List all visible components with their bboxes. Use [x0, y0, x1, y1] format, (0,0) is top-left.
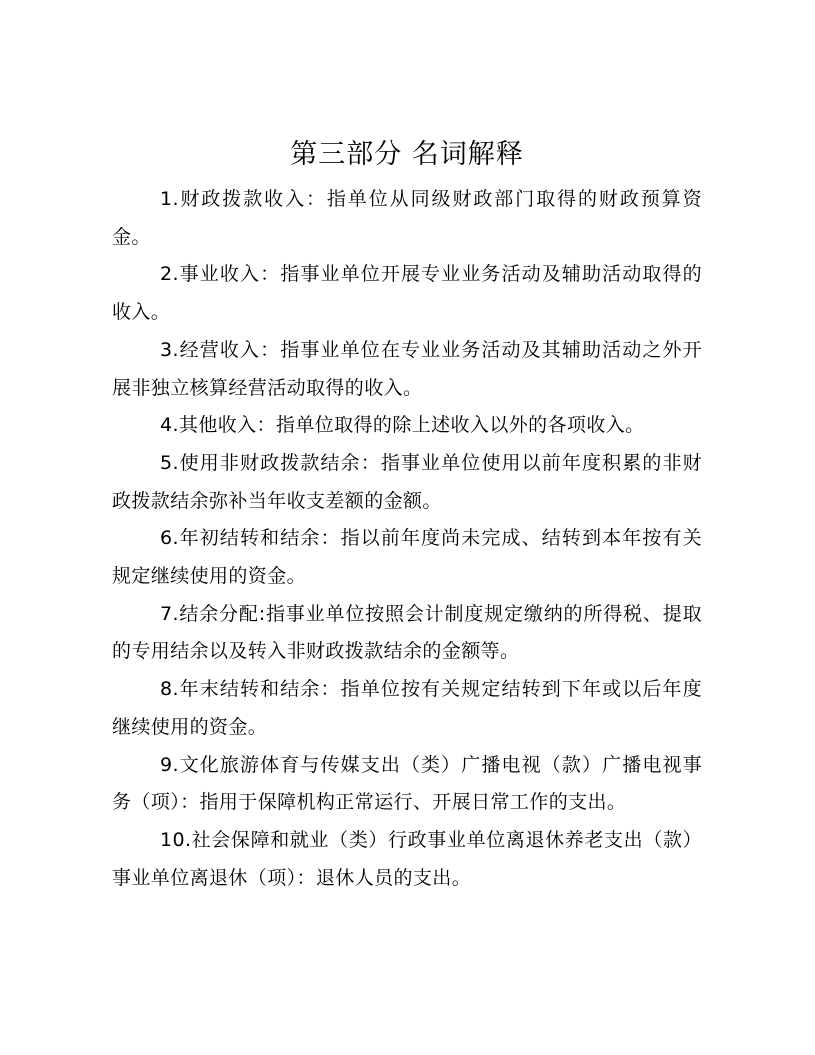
definition-10: 10.社会保障和就业（类）行政事业单位离退休养老支出（款）事业单位离退休（项）：退休人员的支出。 — [112, 828, 702, 889]
definition-6: 6.年初结转和结余：指以前年度尚未完成、结转到本年按有关规定继续使用的资金。 — [112, 527, 702, 588]
page-title: 第三部分 名词解释 — [290, 139, 524, 170]
definition-4: 4.其他收入：指单位取得的除上述收入以外的各项收入。 — [160, 414, 645, 437]
definition-7: 7.结余分配:指事业单位按照会计制度规定缴纳的所得税、提取的专用结余以及转入非财政拨款结余的金额等。 — [112, 602, 702, 663]
definition-2: 2.事业收入：指事业单位开展专业业务活动及辅助活动取得的收入。 — [112, 263, 702, 324]
definition-8: 8.年末结转和结余：指单位按有关规定结转到下年或以后年度继续使用的资金。 — [112, 678, 702, 738]
definition-5: 5.使用非财政拨款结余：指事业单位使用以前年度积累的非财政拨款结余弥补当年收支差额的金额。 — [112, 451, 702, 512]
definition-1: 1.财政拨款收入：指单位从同级财政部门取得的财政预算资金。 — [112, 188, 702, 248]
definition-3: 3.经营收入：指事业单位在专业业务活动及其辅助活动之外开展非独立核算经营活动取得的收入。 — [112, 338, 702, 399]
document-page — [112, 133, 702, 897]
definition-9: 9.文化旅游体育与传媒支出（类）广播电视（款）广播电视事务（项）：指用于保障机构正常运行、开展日常工作的支出。 — [112, 753, 702, 814]
